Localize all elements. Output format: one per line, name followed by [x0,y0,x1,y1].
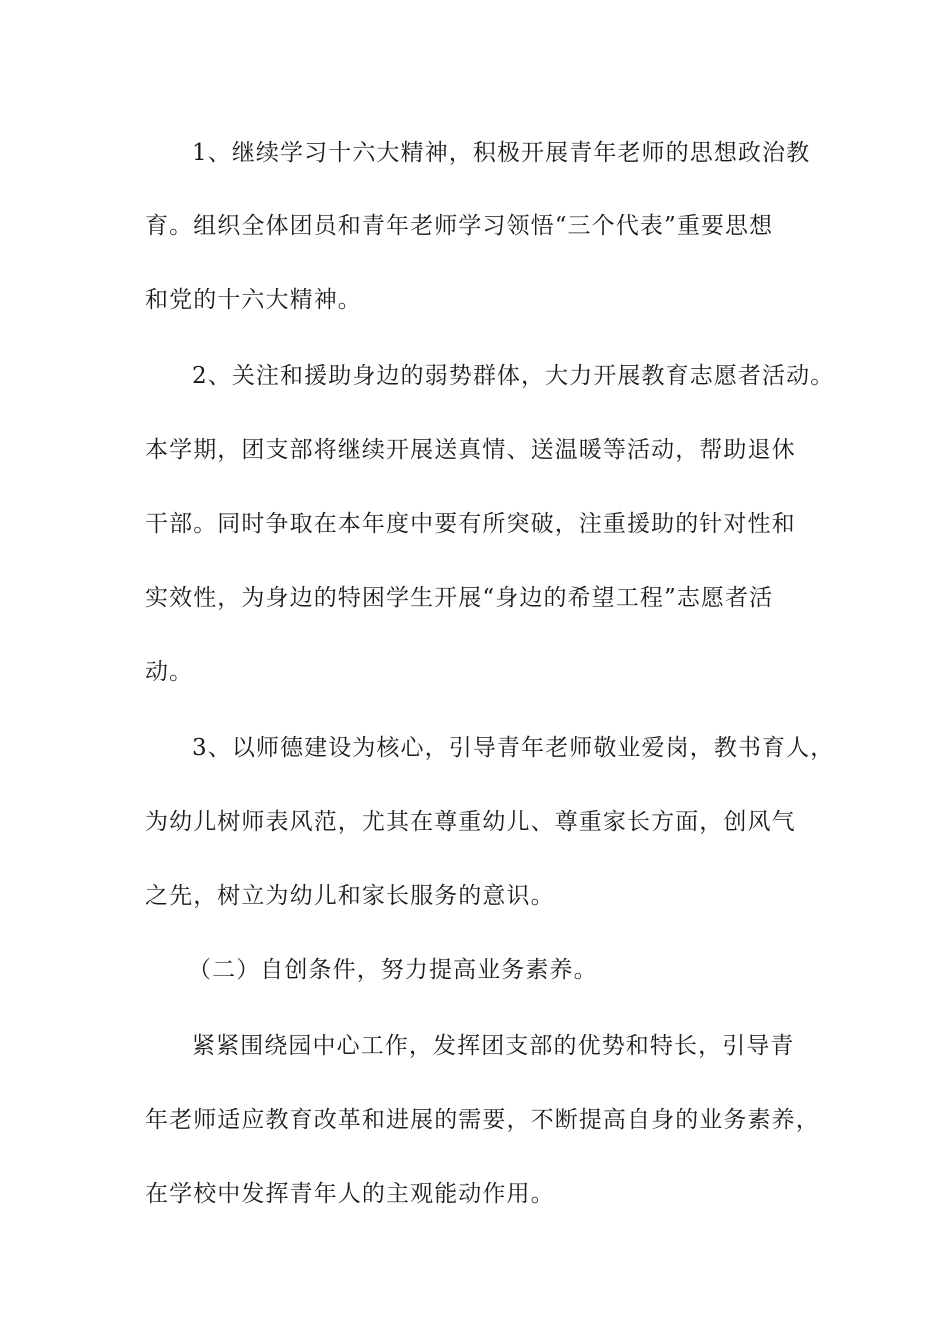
paragraph-1-line-3: 和党的十六大精神。 [145,287,362,313]
paragraph-2-line-5: 动。 [145,659,194,685]
paragraph-2-line-4: 实效性，为身边的特困学生开展“身边的希望工程”志愿者活 [145,585,774,611]
paragraph-1-line-1: 1、继续学习十六大精神，积极开展青年老师的思想政治教 [192,140,811,166]
paragraph-3-line-3: 之先，树立为幼儿和家长服务的意识。 [145,883,555,909]
paragraph-5-line-3: 在学校中发挥青年人的主观能动作用。 [145,1181,555,1207]
paragraph-1-line-2: 育。组织全体团员和青年老师学习领悟“三个代表”重要思想 [145,213,774,239]
paragraph-5-line-1: 紧紧围绕园中心工作，发挥团支部的优势和特长，引导青 [192,1033,795,1059]
paragraph-3-line-2: 为幼儿树师表风范，尤其在尊重幼儿、尊重家长方面，创风气 [145,809,796,835]
paragraph-5-line-2: 年老师适应教育改革和进展的需要，不断提高自身的业务素养， [145,1107,820,1133]
paragraph-2-line-1: 2、关注和援助身边的弱势群体，大力开展教育志愿者活动。 [192,363,835,389]
paragraph-3-line-1: 3、以师德建设为核心，引导青年老师敬业爱岗，教书育人， [192,735,835,761]
paragraph-2-line-3: 干部。同时争取在本年度中要有所突破，注重援助的针对性和 [145,511,796,537]
section-heading: （二）自创条件，努力提高业务素养。 [188,957,598,983]
paragraph-2-line-2: 本学期，团支部将继续开展送真情、送温暖等活动，帮助退休 [145,437,796,463]
